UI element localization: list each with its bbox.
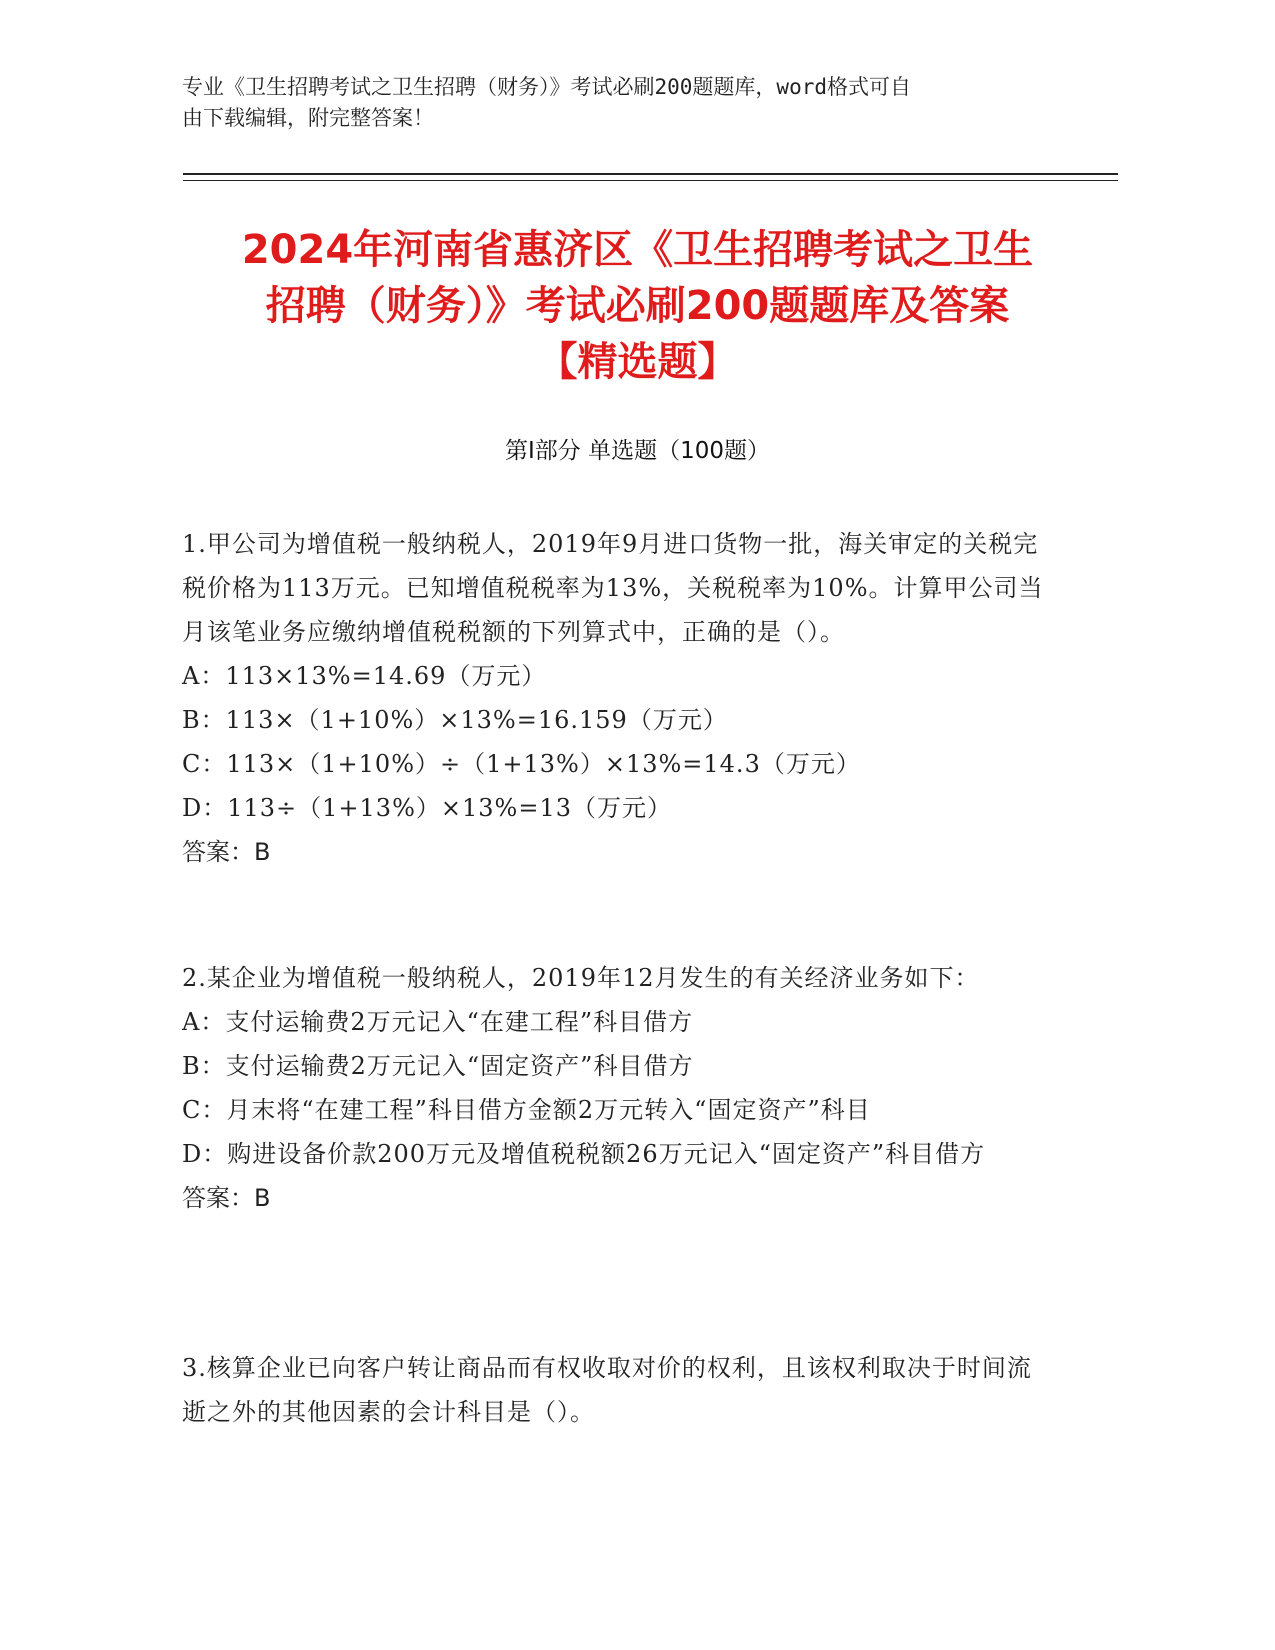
question-2-option-d: D：购进设备价款200万元及增值税税额26万元记入“固定资产”科目借方 [182, 1140, 986, 1168]
question-1-text: 1.甲公司为增值税一般纳税人，2019年9月进口货物一批，海关审定的关税完税价格为113万元。已知增值税税率为13%，关税税率为10%。计算甲公司当月该笔业务应缴纳增值税税额的下列算式中，正确的是（）。 [182, 530, 1044, 646]
question-1-option-a: A：113×13%=14.69（万元） [182, 662, 547, 690]
question-2-option-a: A：支付运输费2万元记入“在建工程”科目借方 [182, 1008, 694, 1036]
question-1-option-c: C：113×（1+10%）÷（1+13%）×13%=14.3（万元） [182, 750, 861, 778]
header-note-line-1: 专业《卫生招聘考试之卫生招聘（财务）》考试必刷200题题库，word格式可自 [182, 75, 911, 99]
question-3-text: 3.核算企业已向客户转让商品而有权收取对价的权利，且该权利取决于时间流逝之外的其他因素的会计科目是（）。 [182, 1354, 1032, 1426]
title-line-2: 招聘（财务）》考试必刷200题题库及答案 [265, 283, 1010, 329]
question-2-option-c: C：月末将“在建工程”科目借方金额2万元转入“固定资产”科目 [182, 1096, 871, 1124]
document-title [150, 222, 1125, 390]
question-2-text: 2.某企业为增值税一般纳税人，2019年12月发生的有关经济业务如下： [182, 964, 980, 992]
header-note-line-2: 由下载编辑，附完整答案！ [182, 106, 434, 130]
header-note [182, 72, 1042, 134]
section-title: 第Ⅰ部分 单选题（100题） [505, 438, 770, 464]
header-rule-thick [183, 173, 1118, 175]
title-line-1: 2024年河南省惠济区《卫生招聘考试之卫生 [241, 227, 1034, 273]
question-2-option-b: B：支付运输费2万元记入“固定资产”科目借方 [182, 1052, 694, 1080]
question-2-answer: 答案：B [182, 1184, 271, 1212]
title-line-3: 【精选题】 [537, 339, 738, 385]
question-1 [182, 522, 1052, 874]
question-1-option-d: D：113÷（1+13%）×13%=13（万元） [182, 794, 672, 822]
question-1-answer: 答案：B [182, 838, 271, 866]
question-1-option-b: B：113×（1+10%）×13%=16.159（万元） [182, 706, 728, 734]
question-3 [182, 1346, 1052, 1434]
question-2 [182, 956, 1052, 1220]
header-rule-thin [183, 180, 1118, 181]
